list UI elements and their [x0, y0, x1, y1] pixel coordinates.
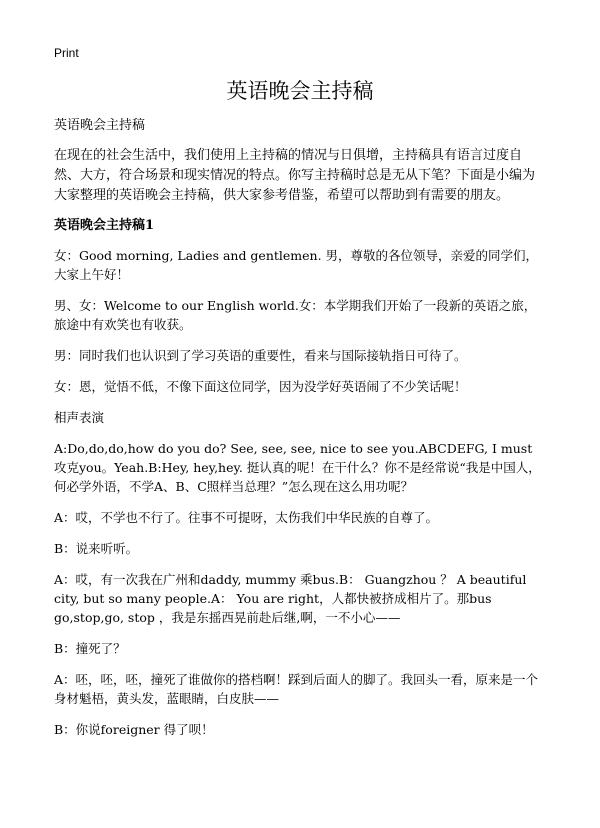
paragraph-12: B：你说foreigner 得了呗！ — [54, 722, 214, 737]
paragraph-5: 相声表演 — [54, 410, 105, 425]
section-heading: 英语晚会主持稿1 — [54, 218, 155, 233]
paragraph-11: A：呸，呸，呸，撞死了谁做你的搭档啊！踩到后面人的脚了。我回头一看，原来是一个身材魁梧，黄头发，蓝眼睛，白皮肤—— — [54, 672, 539, 706]
subtitle: 英语晚会主持稿 — [54, 118, 146, 133]
paragraph-3: 男：同时我们也认识到了学习英语的重要性，看来与国际接轨指日可待了。 — [54, 348, 467, 363]
intro-paragraph: 在现在的社会生活中，我们使用上主持稿的情况与日俱增，主持稿具有语言过度自然、大方，符合场景和现实情况的特点。你写主持稿时总是无从下笔？下面是小编为大家整理的英语晚会主持稿，供大家参考借鉴，希望可以帮助到有需要的朋友。 — [54, 148, 536, 203]
paragraph-4: 女：恩，觉悟不低，不像下面这位同学，因为没学好英语闹了不少笑话呢！ — [54, 379, 467, 394]
paragraph-7: A：哎，不学也不行了。往事不可提呀，太伤我们中华民族的自尊了。 — [54, 510, 439, 525]
paragraph-6: A:Do,do,do,how do you do? See, see, see, nice to see you.ABCDEFG, I must 攻克you。Yeah.B:Hey, hey,hey. 挺认真的呢！在干什么？你不是经常说“我是中国人，何必学外语，不学A、B、C照样当总理？”怎么现在这么用功呢？ — [54, 441, 541, 494]
page-title: 英语晚会主持稿 — [226, 79, 374, 103]
paragraph-10: B：撞死了？ — [54, 641, 126, 656]
paragraph-9: A：哎，有一次我在广州和daddy, mummy 乘bus.B： Guangzhou ？ A beautiful city, but so many people.A： You are right，人都快被挤成相片了。那bus go,stop,go, stop ，我是东摇西晃前赴后继,啊，一不小心—— — [54, 572, 527, 625]
paragraph-8: B：说来听听。 — [54, 541, 139, 556]
paragraph-2: 男、女：Welcome to our English world.女：本学期我们开始了一段新的英语之旅，旅途中有欢笑也有收获。 — [54, 298, 537, 332]
paragraph-1: 女：Good morning, Ladies and gentlemen. 男，尊敬的各位领导，亲爱的同学们，大家上午好！ — [54, 248, 539, 282]
print-label[interactable]: Print — [54, 46, 79, 60]
